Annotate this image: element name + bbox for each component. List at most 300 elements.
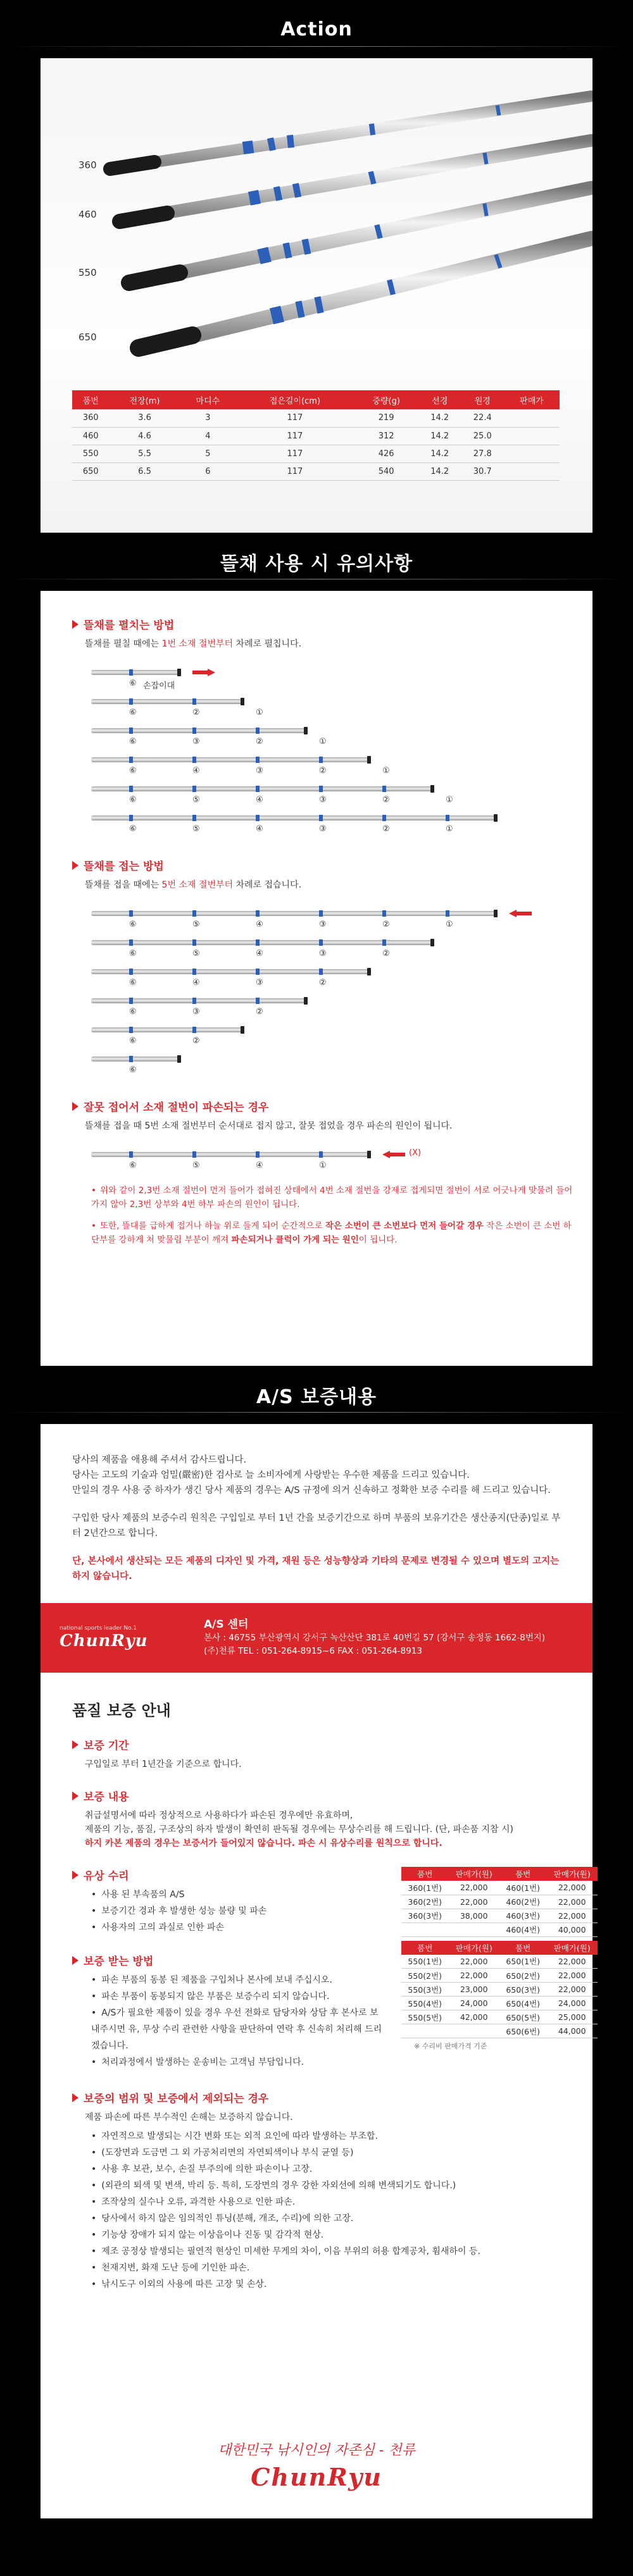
spec-table-cell: 3	[180, 409, 235, 427]
rod-joint	[129, 757, 133, 763]
spec-table-cell: 14.2	[418, 409, 461, 427]
list-item: • 사용 된 부속품의 A/S	[91, 1886, 370, 1903]
caution-title: 뜰채 사용 시 유의사항	[220, 553, 413, 575]
footer-logo	[41, 2439, 592, 2491]
recv-title-text: 보증 받는 방법	[84, 1955, 154, 1968]
logo-text: ChunRyu	[60, 1632, 148, 1650]
segment-number: ⑥	[129, 1007, 137, 1017]
segment-number: ⑤	[192, 824, 200, 834]
segment-number: ②	[382, 920, 390, 929]
spec-table-cell: 219	[354, 409, 418, 427]
price-table-cell: 550(1번)	[401, 1955, 448, 1969]
rod-step	[91, 664, 573, 693]
price-note: ※ 수리비 판매가격 기준	[414, 2042, 487, 2050]
as-center-info	[204, 1618, 545, 1658]
rod-joint	[192, 815, 196, 821]
price-table-cell: 42,000	[448, 2010, 499, 2024]
triangle-icon	[72, 1956, 78, 1965]
rod-step	[91, 722, 573, 751]
segment-number: ⑥	[129, 708, 137, 717]
price-table-row	[401, 1909, 598, 1923]
triangle-icon	[72, 620, 78, 629]
price-table-2	[401, 1941, 598, 2039]
segment-number: ②	[382, 949, 390, 958]
segment-number: ③	[192, 737, 200, 746]
segment-number: ④	[256, 824, 263, 834]
rod-joint	[319, 910, 323, 917]
price-table-row	[401, 1955, 598, 1969]
spec-table-cell: 14.2	[418, 445, 461, 462]
list-item: • A/S가 필요한 제품이 있을 경우 우선 전화로 담당자와 상담 후 본사로 보내주시면 유, 무상 수리 관련한 사항을 판단하여 연락 후 신속히 처리해 드리겠습니다.	[91, 2005, 382, 2054]
rod-joint	[192, 698, 196, 705]
as-title: A/S 보증내용	[256, 1386, 377, 1408]
spec-table-row	[72, 427, 560, 445]
segment-number: ⑤	[192, 949, 200, 958]
price-table-cell: 550(5번)	[401, 2010, 448, 2024]
intro-line: 당사의 제품을 애용해 주셔서 감사드립니다.	[72, 1455, 247, 1465]
segment-number: ⑤	[192, 920, 200, 929]
segment-number: ②	[319, 978, 327, 988]
segment-number: ①	[319, 1161, 327, 1170]
price-header-cell: 판매가(원)	[546, 1867, 598, 1881]
spec-header-cell: 원경	[461, 390, 504, 409]
rod-joint	[319, 786, 323, 792]
wrong-steps	[72, 1146, 573, 1175]
intro-line: 만일의 경우 사용 중 하자가 생긴 당사 제품의 경우는 A/S 규정에 의거 신속하고 정확한 보증 수리를 해 드리고 있습니다.	[72, 1485, 551, 1495]
wrong-note-2-text: 이 됩니다.	[358, 1235, 398, 1245]
spec-table-cell: 5	[180, 445, 235, 462]
price-table-cell: 22,000	[546, 1909, 598, 1923]
spec-header-cell: 마디수	[180, 390, 235, 409]
rod-joint	[256, 939, 260, 946]
spec-table-cell: 6.5	[110, 462, 180, 480]
rod-tip	[177, 1055, 181, 1063]
rod-joint	[319, 757, 323, 763]
rod-step	[91, 1146, 573, 1175]
spec-table-cell: 22.4	[461, 409, 504, 427]
open-desc	[85, 637, 573, 650]
rod-joint	[129, 910, 133, 917]
rod-step	[91, 905, 573, 934]
segment-number: ②	[192, 708, 200, 717]
rod-joint	[256, 998, 260, 1004]
wrong-note-2-text: 작은 소번이 큰 소번 하단부를 강하게 쳐 맞물림 부분이 깨져	[91, 1221, 572, 1245]
segment-number: ④	[192, 766, 200, 776]
action-header	[0, 0, 633, 58]
segment-number: ③	[256, 978, 263, 988]
caution-header	[0, 533, 633, 591]
action-panel	[41, 58, 592, 533]
as-header	[0, 1366, 633, 1424]
spec-table-row	[72, 462, 560, 480]
price-table-cell: 460(1번)	[499, 1881, 546, 1895]
spec-header-cell: 품번	[72, 390, 110, 409]
price-table-cell: 550(4번)	[401, 1997, 448, 2010]
rod-bar	[91, 699, 243, 704]
excl-list	[91, 2128, 561, 2293]
range-title-text: 보증 내용	[84, 1791, 129, 1804]
segment-number: ③	[192, 1007, 200, 1017]
rod-joint	[192, 786, 196, 792]
open-title-text: 뜰채를 펼치는 방법	[84, 619, 175, 632]
rod-joint	[129, 786, 133, 792]
segment-number: ①	[319, 737, 327, 746]
rod-joint	[319, 815, 323, 821]
rod-label-460: 460	[78, 209, 97, 220]
price-header-cell: 판매가(원)	[448, 1941, 499, 1955]
list-item: • 파손 부품이 동봉되지 않은 부품은 보증수리 되지 않습니다.	[91, 1988, 382, 2005]
rod-joint	[256, 757, 260, 763]
price-header-cell: 품번	[499, 1867, 546, 1881]
segment-number: ②	[256, 737, 263, 746]
price-table-cell	[448, 2024, 499, 2038]
rod-tip	[367, 968, 371, 975]
intro-line: 구입한 당사 제품의 보증수리 원칙은 구입일로 부터 1년 간을 보증기간으로 하며 부품의 보유기간은 생산종지(단종)일로 부터 2년간으로 합니다.	[72, 1513, 561, 1539]
spec-table-cell: 14.2	[418, 427, 461, 445]
spec-table-cell	[504, 445, 560, 462]
close-title-text: 뜰채를 접는 방법	[84, 860, 164, 873]
spec-table-cell: 312	[354, 427, 418, 445]
list-item: • 당사에서 하지 않은 임의적인 튜닝(분해, 개조, 수리)에 의한 고장.	[91, 2210, 561, 2227]
range-notice: 하지 카본 제품의 경우는 보증서가 들어있지 않습니다. 파손 시 유상수리를 원칙으로 합니다.	[85, 1838, 442, 1848]
list-item: • 천재지변, 화재 도난 등에 기인한 파손.	[91, 2260, 561, 2276]
spec-table-cell: 30.7	[461, 462, 504, 480]
price-table-cell: 460(2번)	[499, 1895, 546, 1909]
price-table-row	[401, 1969, 598, 1983]
excl-body: 제품 파손에 따른 부수적인 손해는 보증하지 않습니다.	[85, 2112, 293, 2122]
spec-table-cell: 6	[180, 462, 235, 480]
rod-label-550: 550	[78, 267, 97, 278]
wrong-title	[72, 1098, 573, 1114]
price-table-cell: 22,000	[546, 1983, 598, 1997]
list-item: • (도장면과 도금면 그 외 가공처리면의 자연퇴색이나 부식 균열 등)	[91, 2145, 561, 2161]
close-desc-text: 뜰채를 접을 때에는	[85, 880, 162, 890]
rod-tip	[494, 814, 498, 822]
spec-table-cell: 4	[180, 427, 235, 445]
rod-joint	[319, 969, 323, 975]
open-title	[72, 616, 573, 632]
rod-step	[91, 992, 573, 1021]
segment-number: ⑥	[129, 824, 137, 834]
spec-table-cell: 426	[354, 445, 418, 462]
spec-table-cell: 27.8	[461, 445, 504, 462]
rod-step	[91, 1021, 573, 1050]
open-desc-text: 차례로 펼칩니다.	[233, 639, 302, 649]
rod-joint	[256, 1151, 260, 1158]
arrow-left-icon	[382, 1151, 405, 1158]
segment-number: ③	[319, 949, 327, 958]
wrong-mark: (X)	[409, 1148, 422, 1158]
price-table-cell: 22,000	[546, 1895, 598, 1909]
logo-tagline: national sports leader No.1	[60, 1625, 137, 1632]
spec-table	[72, 390, 560, 481]
list-item: • 제조 공정상 발생되는 필연적 현상인 미세한 무게의 차이, 이음 부위의 허용 합계공차, 휨새하이 등.	[91, 2243, 561, 2260]
period-title	[72, 1737, 561, 1752]
rod-label-650: 650	[78, 331, 97, 343]
triangle-icon	[72, 1792, 78, 1800]
price-table-cell: 38,000	[448, 1909, 499, 1923]
segment-number: ②	[382, 824, 390, 834]
segment-number: ①	[446, 824, 453, 834]
segment-number: ④	[256, 795, 263, 805]
spec-table-cell: 117	[235, 462, 354, 480]
price-table-cell: 25,000	[546, 2010, 598, 2024]
segment-number: ②	[382, 795, 390, 805]
open-desc-text: 뜰채를 펼칠 때에는	[85, 639, 162, 649]
rod-tip	[241, 1026, 244, 1034]
spec-table-row	[72, 409, 560, 427]
segment-number: ⑤	[192, 1161, 200, 1170]
excl-title-text: 보증의 범위 및 보증에서 제외되는 경우	[84, 2093, 269, 2105]
rod-bar	[91, 815, 496, 820]
rod-joint	[129, 815, 133, 821]
segment-number: ④	[192, 978, 200, 988]
rod-tip	[367, 1151, 371, 1158]
segment-number: ⑥	[129, 920, 137, 929]
wrong-note-1-text: 위와 같이 2,3번 소재 절번이 먼저 들어가 접혀진 상태에서 4번 소재 절번을 강제로 접게되면 절번이 서로 어긋나게 맞물려 들어가지 않아 2,3번 상부와 4번 하부 파손의 원인이 됩니다.	[91, 1186, 573, 1210]
spec-table-cell: 4.6	[110, 427, 180, 445]
rod-tip	[430, 939, 434, 946]
price-header-cell: 판매가(원)	[546, 1941, 598, 1955]
segment-number: ⑥	[129, 1161, 137, 1170]
rod-joint	[382, 786, 386, 792]
rod-step	[91, 934, 573, 963]
spec-table-cell: 117	[235, 427, 354, 445]
segment-number: ⑥	[129, 737, 137, 746]
list-item: • (외관의 퇴색 및 변색, 박리 등. 특히, 도장면의 경우 강한 자외선에 의해 변색되기도 합니다.)	[91, 2177, 561, 2194]
as-intro	[72, 1452, 561, 1584]
paid-recv-area	[72, 1867, 591, 2071]
spec-header-cell: 판매가	[504, 390, 560, 409]
wrong-note-2-text: 또한, 뜰대를 급하게 접거나 하늘 위로 들게 되어 순간적으로	[100, 1221, 325, 1231]
rod-step	[91, 751, 573, 780]
as-center-tel: (주)천류 TEL : 051-264-8915~6 FAX : 051-264-8913	[204, 1645, 422, 1656]
spec-table-cell: 460	[72, 427, 110, 445]
spec-table-cell: 25.0	[461, 427, 504, 445]
triangle-icon	[72, 1102, 78, 1111]
close-desc-text: 차례로 접습니다.	[233, 880, 302, 890]
rod-joint	[192, 998, 196, 1004]
price-header-cell: 품번	[401, 1941, 448, 1955]
wrong-note-2-bold: 파손되거나 클럭이 가게 되는 원인	[231, 1235, 359, 1245]
rod-joint	[256, 910, 260, 917]
rod-bar	[91, 1027, 243, 1032]
spec-table-header	[72, 390, 560, 409]
segment-number: ④	[256, 920, 263, 929]
rod-joint	[129, 939, 133, 946]
segment-number: ③	[256, 766, 263, 776]
price-table-cell: 22,000	[448, 1969, 499, 1983]
rod-bar	[91, 728, 306, 733]
rod-bar	[91, 969, 370, 974]
price-table-cell: 360(1번)	[401, 1881, 448, 1895]
period-body: 구입일로 부터 1년간을 기준으로 합니다.	[85, 1759, 242, 1769]
rod-bar	[91, 911, 496, 916]
price-table-cell	[448, 1923, 499, 1936]
wrong-desc: 뜰채를 접을 때 5번 소재 절번부터 순서대로 접지 않고, 잘못 접었을 경우 파손의 원인이 됩니다.	[85, 1121, 453, 1131]
price-table-cell: 650(1번)	[499, 1955, 546, 1969]
as-center-bar	[41, 1603, 592, 1673]
rod-joint	[382, 815, 386, 821]
rod-tip	[177, 669, 181, 676]
rod-joint	[446, 910, 449, 917]
spec-table-cell: 117	[235, 409, 354, 427]
triangle-icon	[72, 2093, 78, 2102]
rod-joint	[129, 1056, 133, 1062]
rod-bar	[91, 786, 433, 791]
price-area	[401, 1867, 598, 2051]
rod-joint	[256, 969, 260, 975]
segment-number: ③	[319, 795, 327, 805]
rod-step	[91, 693, 573, 722]
grip-label: 손잡이대	[143, 681, 175, 691]
rod-tip	[241, 698, 244, 705]
footer-brand: ChunRyu	[251, 2463, 382, 2491]
rod-joint	[129, 698, 133, 705]
rod-joint	[256, 728, 260, 734]
list-item: • 보증기간 경과 후 발생한 성능 불량 및 파손	[91, 1903, 370, 1919]
segment-number: ⑤	[192, 795, 200, 805]
triangle-icon	[72, 1871, 78, 1879]
arrow-left-icon	[509, 910, 532, 917]
price-table-cell: 650(3번)	[499, 1983, 546, 1997]
wrong-note-2-bold: 작은 소번이 큰 소번보다 먼저 들어갈 경우	[325, 1221, 484, 1231]
price-table-row	[401, 1881, 598, 1895]
rod-tip	[430, 785, 434, 793]
rod-step	[91, 963, 573, 992]
price-table-row	[401, 1895, 598, 1909]
segment-number: ⑥	[129, 795, 137, 805]
as-center-title: A/S 센터	[204, 1618, 249, 1631]
price-table-cell: 44,000	[546, 2024, 598, 2038]
segment-number: ③	[319, 824, 327, 834]
price-table-row	[401, 1923, 598, 1936]
close-desc-highlight: 5번 소재 절번부터	[161, 880, 234, 890]
wrong-note-1: • 위와 같이 2,3번 소재 절번이 먼저 들어가 접혀진 상태에서 4번 소재 절번을 강제로 접게되면 절번이 서로 어긋나게 맞물려 들어가지 않아 2,3번 상부와 4번 하부 파손의 원인이 됩니다.	[91, 1186, 573, 1210]
price-table-cell: 22,000	[546, 1881, 598, 1895]
rod-bar	[91, 670, 180, 675]
rod-joint	[192, 969, 196, 975]
price-table-cell: 22,000	[448, 1881, 499, 1895]
segment-number: ②	[319, 766, 327, 776]
price-table-cell	[401, 2024, 448, 2038]
price-table-row	[401, 2024, 598, 2038]
rod-joint	[382, 939, 386, 946]
rod-step	[91, 809, 573, 838]
segment-number: ⑥	[129, 949, 137, 958]
price-table-cell: 650(2번)	[499, 1969, 546, 1983]
rod-joint	[256, 815, 260, 821]
segment-number: ①	[382, 766, 390, 776]
rod-label-360: 360	[78, 159, 97, 171]
price-table-cell: 40,000	[546, 1923, 598, 1936]
price-table-row	[401, 1983, 598, 1997]
intro-notice: 단, 본사에서 생산되는 모든 제품의 디자인 및 가격, 재원 등은 성능향상과 기타의 문제로 변경될 수 있으며 별도의 고지는 하지 않습니다.	[72, 1556, 560, 1582]
rod-joint	[192, 910, 196, 917]
price-table-cell: 24,000	[448, 1997, 499, 2010]
rod-step	[91, 1050, 573, 1079]
rod-joint	[129, 1027, 133, 1033]
spec-table-cell: 550	[72, 445, 110, 462]
price-table-cell: 23,000	[448, 1983, 499, 1997]
wrong-note-2: • 또한, 뜰대를 급하게 접거나 하늘 위로 들게 되어 순간적으로 작은 소번이 큰 소번보다 먼저 들어갈 경우 작은 소번이 큰 소번 하단부를 강하게 쳐 맞물림 부분이 깨져 파손되거나 클럭이 가게 되는 원인이 됩니다.	[91, 1221, 572, 1245]
price-table-cell: 650(5번)	[499, 2010, 546, 2024]
segment-number: ①	[256, 708, 263, 717]
price-table-cell: 22,000	[448, 1955, 499, 1969]
action-title: Action	[280, 18, 353, 40]
price-table-cell	[401, 1923, 448, 1936]
rod-bar	[91, 940, 433, 945]
price-table-1	[401, 1867, 598, 1937]
rod-bar	[91, 998, 306, 1003]
segment-number: ⑥	[129, 766, 137, 776]
list-item: • 처리과정에서 발생하는 운송비는 고객님 부담입니다.	[91, 2054, 382, 2071]
price-table-cell: 22,000	[448, 1895, 499, 1909]
spec-table-cell: 3.6	[110, 409, 180, 427]
quality-title: 품질 보증 안내	[72, 1702, 171, 1719]
paid-title-text: 유상 수리	[84, 1870, 129, 1883]
segment-number: ②	[256, 1007, 263, 1017]
price-table-cell: 22,000	[546, 1955, 598, 1969]
wrong-title-text: 잘못 접어서 소재 절번이 파손되는 경우	[84, 1101, 269, 1114]
rod-joint	[256, 786, 260, 792]
price-table-cell: 650(4번)	[499, 1997, 546, 2010]
price-table-cell: 550(2번)	[401, 1969, 448, 1983]
intro-line: 당사는 고도의 기술과 엄밀(嚴密)한 검사로 늘 소비자에게 사랑받는 우수한 제품을 드리고 있습니다.	[72, 1470, 470, 1480]
spec-table-row	[72, 445, 560, 462]
open-steps	[72, 664, 573, 838]
price-header-cell: 품번	[401, 1867, 448, 1881]
spec-header-cell: 선경	[418, 390, 461, 409]
as-center-address: 본사 : 46755 부산광역시 강서구 녹산산단 381로 40번길 57 (강서구 송정동 1662-8번지)	[204, 1632, 546, 1643]
close-steps	[72, 905, 573, 1079]
rod-650	[139, 238, 591, 348]
price-table-cell: 24,000	[546, 1997, 598, 2010]
spec-table-cell: 650	[72, 462, 110, 480]
list-item: • 파손 부품의 동봉 된 제품을 구입처나 본사에 보내 주십시오.	[91, 1972, 382, 1988]
rod-joint	[319, 939, 323, 946]
spec-table-cell	[504, 427, 560, 445]
caution-panel	[41, 591, 592, 1366]
excl-title	[72, 2090, 561, 2105]
open-desc-highlight: 1번 소재 절번부터	[161, 639, 234, 649]
rod-tip	[494, 910, 498, 917]
range-block	[72, 1788, 561, 1850]
as-panel	[41, 1424, 592, 2518]
price-table-cell: 360(2번)	[401, 1895, 448, 1909]
segment-number: ⑥	[129, 1036, 137, 1046]
spec-table-cell: 14.2	[418, 462, 461, 480]
rod-joint	[319, 1151, 323, 1158]
chunryu-logo	[60, 1625, 186, 1650]
spec-header-cell: 중량(g)	[354, 390, 418, 409]
price-header-cell: 품번	[499, 1941, 546, 1955]
rod-joint	[192, 757, 196, 763]
spec-table-cell	[504, 409, 560, 427]
spec-table-cell: 360	[72, 409, 110, 427]
segment-number: ①	[446, 920, 453, 929]
segment-number: ④	[256, 1161, 263, 1170]
rod-step	[91, 780, 573, 809]
price-table-row	[401, 2010, 598, 2024]
price-table-cell: 22,000	[546, 1969, 598, 1983]
list-item: • 사용 후 보관, 보수, 손질 부주의에 의한 파손이나 고장.	[91, 2161, 561, 2177]
footer-slogan: 대한민국 낚시인의 자존심 - 천류	[218, 2443, 415, 2458]
list-item: • 기능상 장애가 되지 않는 이상음이나 진동 및 감각적 현상.	[91, 2227, 561, 2243]
range-line: 취급설명서에 따라 정상적으로 사용하다가 파손된 경우에만 유효하며,	[85, 1811, 353, 1821]
rod-joint	[192, 728, 196, 734]
triangle-icon	[72, 861, 78, 870]
